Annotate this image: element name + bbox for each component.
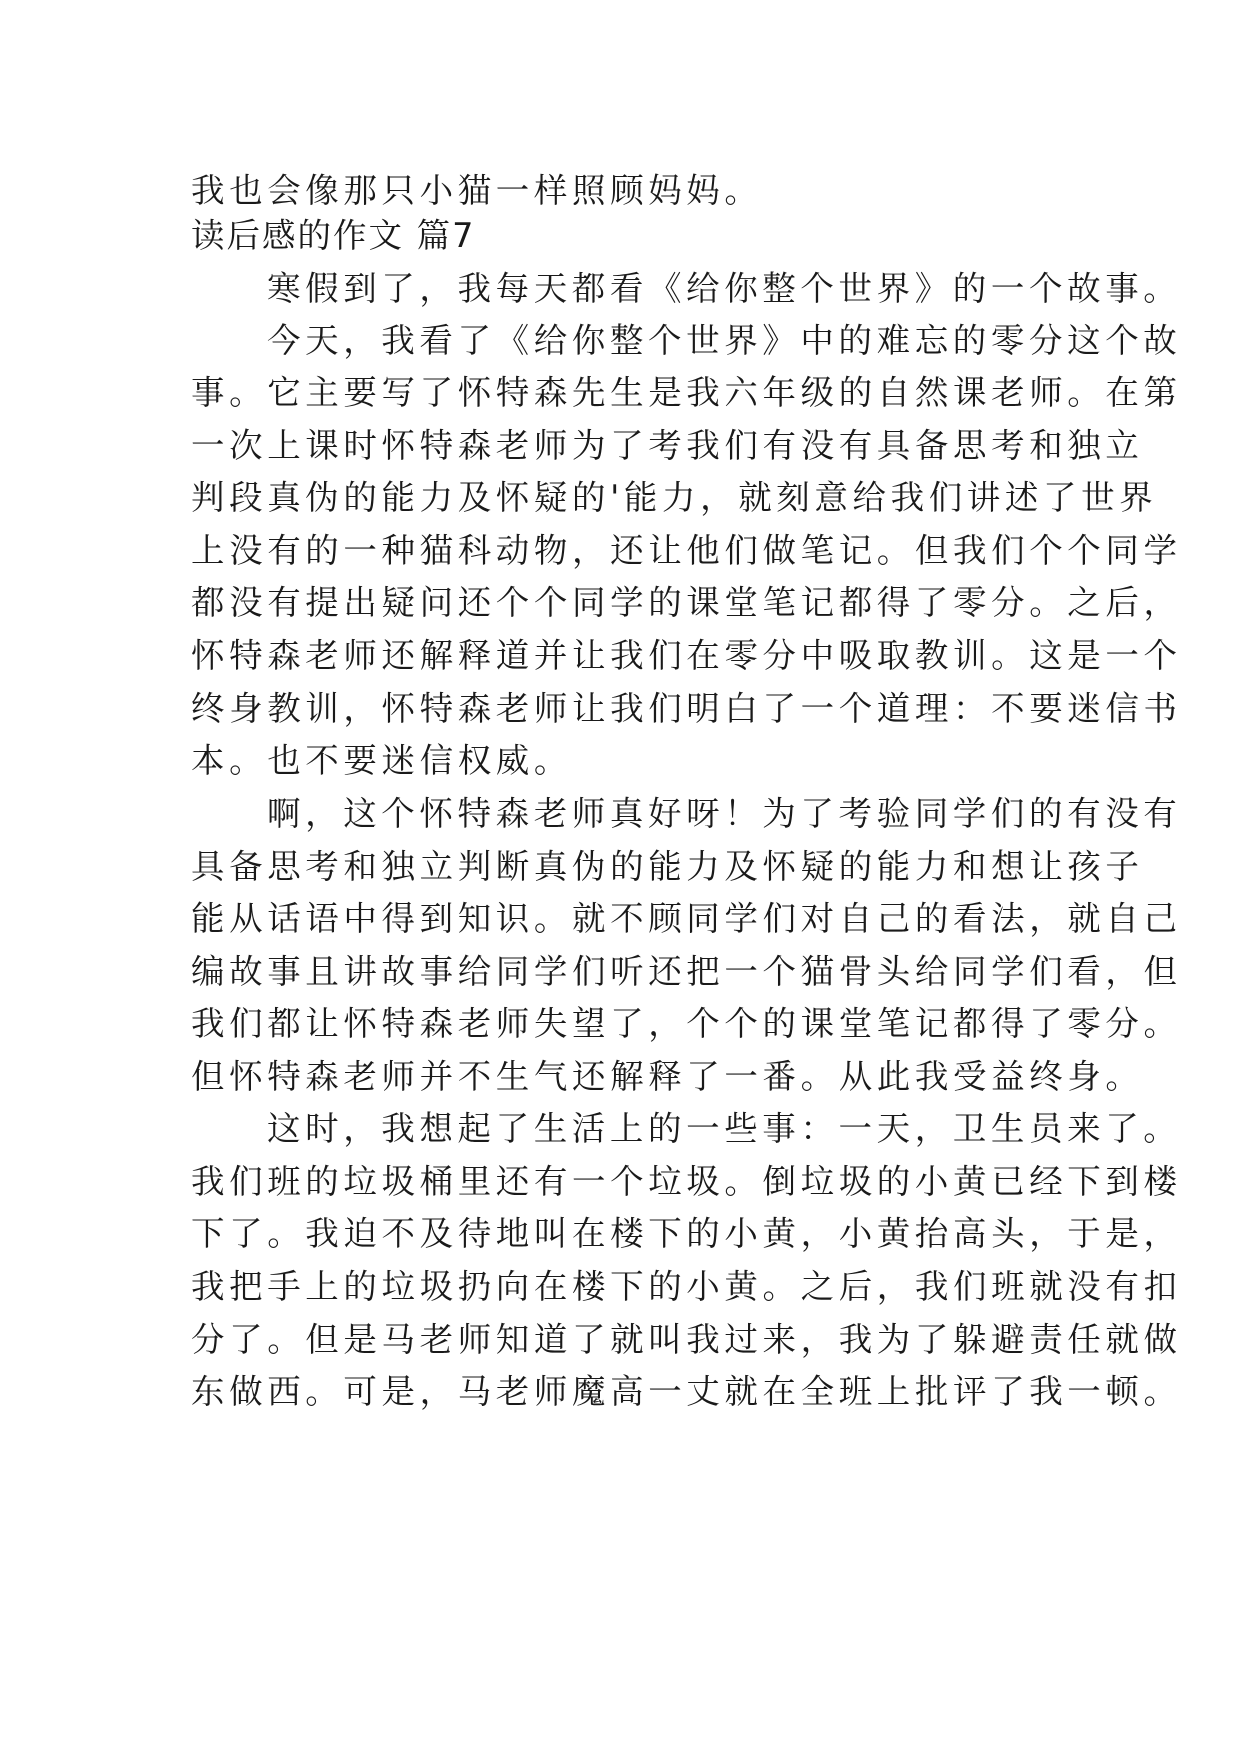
text-line: 事。它主要写了怀特森先生是我六年级的自然课老师。在第 xyxy=(191,373,1182,412)
text-line: 我们都让怀特森老师失望了，个个的课堂笔记都得了零分。 xyxy=(191,1004,1182,1043)
text-line: 但怀特森老师并不生气还解释了一番。从此我受益终身。 xyxy=(191,1057,1144,1096)
paragraph-first-line: 啊，这个怀特森老师真好呀！为了考验同学们的有没有 xyxy=(267,794,1182,833)
text-line: 我们班的垃圾桶里还有一个垃圾。倒垃圾的小黄已经下到楼 xyxy=(191,1162,1182,1201)
paragraph-first-line: 这时，我想起了生活上的一些事：一天，卫生员来了。 xyxy=(267,1109,1182,1148)
paragraph-first-line: 寒假到了，我每天都看《给你整个世界》的一个故事。 xyxy=(267,269,1182,308)
text-line: 本。也不要迷信权威。 xyxy=(191,741,572,780)
text-line: 判段真伪的能力及怀疑的'能力，就刻意给我们讲述了世界 xyxy=(191,478,1158,517)
section-heading: 读后感的作文 篇7 xyxy=(191,216,476,255)
text-line: 东做西。可是，马老师魔高一丈就在全班上批评了我一顿。 xyxy=(191,1372,1182,1411)
text-line: 我也会像那只小猫一样照顾妈妈。 xyxy=(191,171,763,210)
text-line: 下了。我迫不及待地叫在楼下的小黄，小黄抬高头，于是， xyxy=(191,1214,1182,1253)
paragraph-first-line: 今天，我看了《给你整个世界》中的难忘的零分这个故 xyxy=(267,321,1182,360)
essay-body xyxy=(191,165,1182,1425)
text-line: 终身教训，怀特森老师让我们明白了一个道理：不要迷信书 xyxy=(191,689,1182,728)
text-line: 我把手上的垃圾扔向在楼下的小黄。之后，我们班就没有扣 xyxy=(191,1267,1182,1306)
text-line: 具备思考和独立判断真伪的能力及怀疑的能力和想让孩子 xyxy=(191,847,1144,886)
text-line: 都没有提出疑问还个个同学的课堂笔记都得了零分。之后， xyxy=(191,583,1182,622)
text-line: 能从话语中得到知识。就不顾同学们对自己的看法，就自己 xyxy=(191,899,1182,938)
text-line: 怀特森老师还解释道并让我们在零分中吸取教训。这是一个 xyxy=(191,636,1182,675)
text-line: 编故事且讲故事给同学们听还把一个猫骨头给同学们看，但 xyxy=(191,952,1182,991)
text-line: 上没有的一种猫科动物，还让他们做笔记。但我们个个同学 xyxy=(191,531,1182,570)
text-line: 一次上课时怀特森老师为了考我们有没有具备思考和独立 xyxy=(191,426,1144,465)
text-line: 分了。但是马老师知道了就叫我过来，我为了躲避责任就做 xyxy=(191,1320,1182,1359)
